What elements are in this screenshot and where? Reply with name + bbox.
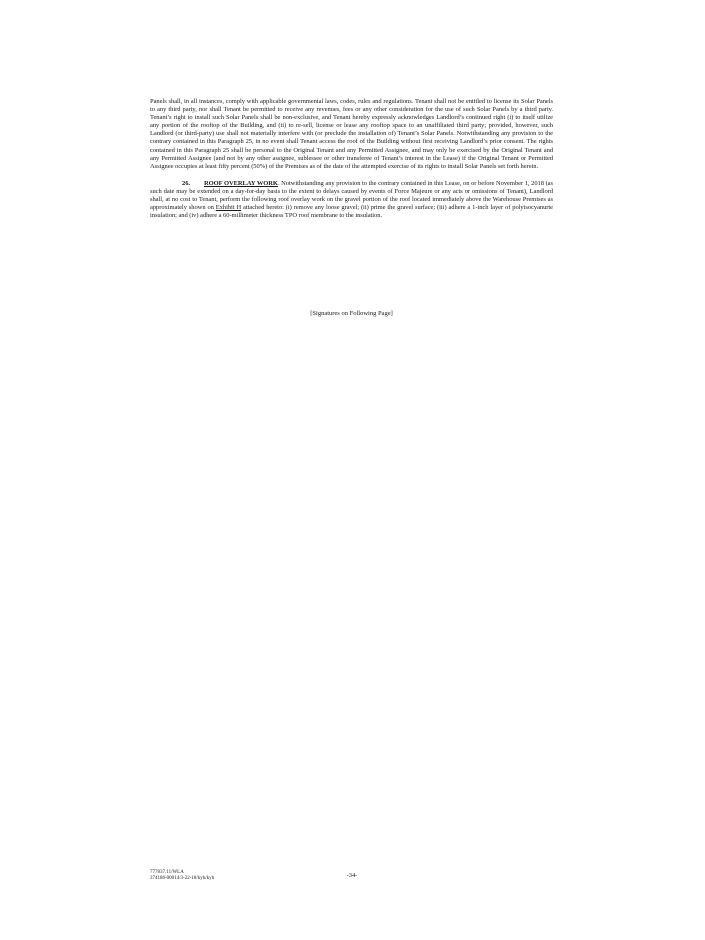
section-text-after-exhibit: attached hereto: (i) remove any loose gravel; (ii) prime the gravel surface; (iii) adhere a 1-inch layer of polyisocyanurte insulation; and (iv) adhere a 60-millimeter thickness TPO roof membrane to the insulation.	[150, 204, 554, 220]
paragraph-26	[150, 180, 553, 220]
footer-document-id	[150, 870, 214, 882]
section-title: ROOF OVERLAY WORK	[203, 179, 278, 187]
paragraph-25-continued: Panels shall, in all instances, comply with applicable governmental laws, codes, rules and regulations. Tenant shall not be entitled to license its Solar Panels to any third party, nor shall Tenant be permitted to receive any revenues, fees or any other consideration for the use of such Solar Panels by a third party. Tenant’s right to install such Solar Panels shall be non-exclusive, and Tenant hereby expressly acknowledges Landlord’s continued right (i) to itself utilize any portion of the rooftop of the Building, and (ii) to re-sell, license or lease any rooftop space to an unaffiliated third party; provided, however, such Landlord (or third-party) use shall not materially interfere with (or preclude the installation of) Tenant’s Solar Panels. Notwithstanding any provision to the contrary contained in this Paragraph 25, in no event shall Tenant access the roof of the Building without first receiving Landlord’s prior consent. The rights contained in this Paragraph 25 shall be personal to the Original Tenant and any Permitted Assignee, and may only be exercised by the Original Tenant and any Permitted Assignee (and not by any other assignee, sublessee or other transferee of Tenant’s interest in the Lease) if the Original Tenant or Permitted Assignee occupies at least fifty percent (50%) of the Premises as of the date of the attempted exercise of its rights to install Solar Panels set forth herein.	[150, 98, 553, 170]
section-number: 26.	[182, 179, 190, 187]
signatures-note: [Signatures on Following Page]	[310, 310, 393, 317]
exhibit-reference: Exhibit H	[215, 204, 242, 212]
section-text-before-exhibit: . Notwithstanding any provision to the contrary contained in this Lease, on or before November 1, 2018 (as such date may be extended on a day-for-day basis to the extent to delays caused by events of Force Majeure or any acts or omissions of Tenant), Landlord shall, at no cost to Tenant, perform the following roof overlay work on the gravel portion of the roof located immediately above the Warehouse Premises as approximately shown on	[150, 179, 553, 212]
page-number: -34-	[346, 872, 358, 879]
footer-id-line-1: 777837.11/WLA	[150, 870, 184, 875]
lease-body	[150, 98, 553, 229]
footer-id-line-2: 374186-00014/3-22-18/kyh/kyh	[150, 876, 215, 881]
